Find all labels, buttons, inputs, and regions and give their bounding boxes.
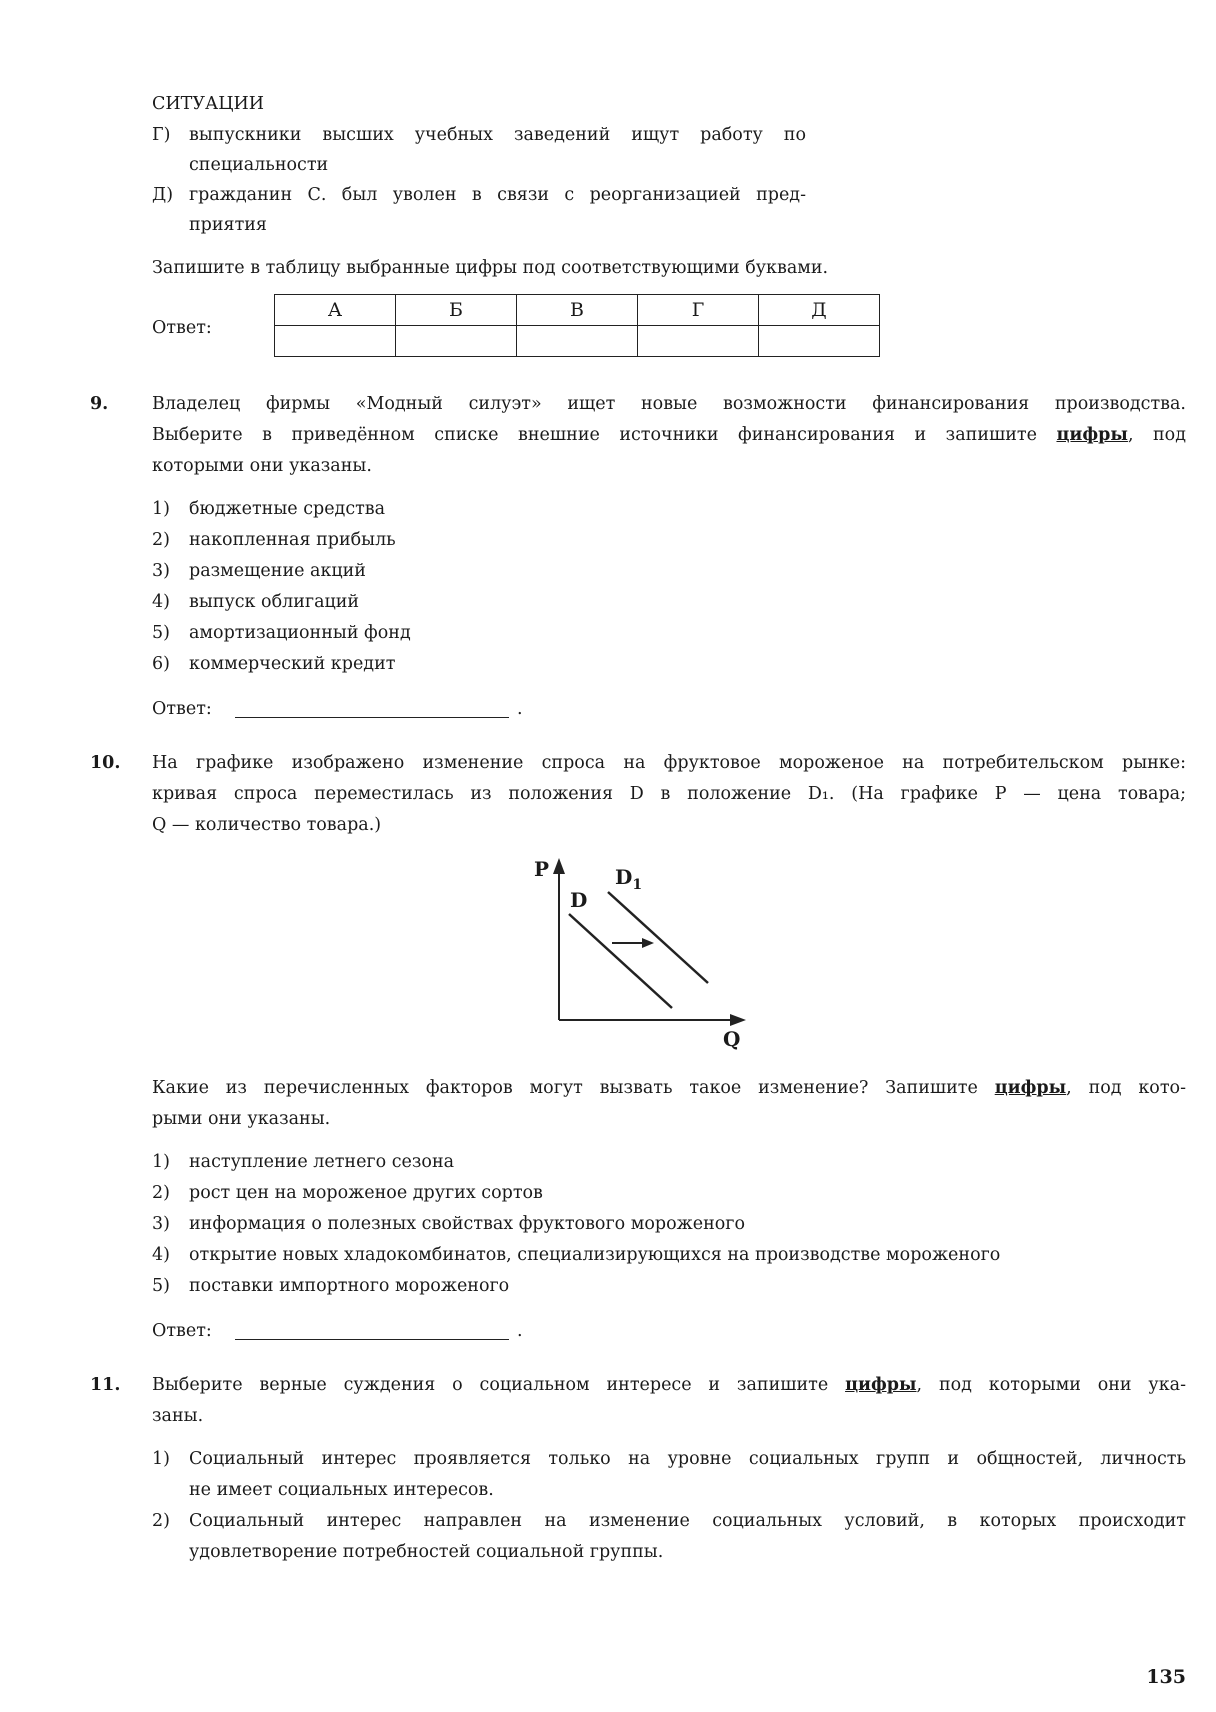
option-number: 5) xyxy=(152,623,170,643)
option-number: 1) xyxy=(152,1449,170,1469)
q11-text-post: , под которыми они ука- xyxy=(916,1375,1186,1395)
answer-cell[interactable] xyxy=(396,326,517,357)
option-text-cont: не имеет социальных интересов. xyxy=(189,1480,494,1500)
y-axis-arrow xyxy=(553,858,565,874)
option-text: рост цен на мороженое других сортов xyxy=(189,1183,543,1203)
option-text: поставки импортного мороженого xyxy=(189,1276,510,1296)
situation-g-text: выпускники высших учебных заведений ищут работу по xyxy=(189,125,806,145)
answer-table-header-row xyxy=(275,295,880,326)
q10-question-line1 xyxy=(152,1080,1186,1098)
answer-table-header: А xyxy=(275,295,396,326)
situation-g-text-cont: специальности xyxy=(189,155,329,175)
option-text: бюджетные средства xyxy=(189,499,386,519)
answer-table-header: Б xyxy=(396,295,517,326)
q9-text-line1: Владелец фирмы «Модный силуэт» ищет новые возможности финансирования производства. xyxy=(152,394,1186,414)
demand-curve-d1 xyxy=(608,892,708,983)
x-axis-label: Q xyxy=(723,1027,741,1051)
q11-text-line1 xyxy=(152,1377,1186,1395)
answer-cell[interactable] xyxy=(638,326,759,357)
question-number: 9. xyxy=(90,394,109,414)
option-text: размещение акций xyxy=(189,561,366,581)
answer-cell[interactable] xyxy=(517,326,638,357)
answer-dot: . xyxy=(517,699,523,719)
x-axis-arrow xyxy=(730,1014,746,1026)
option-text: информация о полезных свойствах фруктового мороженого xyxy=(189,1214,745,1234)
answer-label: Ответ: xyxy=(152,318,212,338)
answer-table-header: Д xyxy=(759,295,880,326)
option-text: открытие новых хладокомбинатов, специализирующихся на производстве мороженого xyxy=(189,1245,1001,1265)
demand-curve-d xyxy=(569,914,672,1008)
option-number: 2) xyxy=(152,1511,170,1531)
q9-text-post: , под xyxy=(1127,425,1186,445)
q10-question-line2: рыми они указаны. xyxy=(152,1109,331,1129)
option-number: 6) xyxy=(152,654,170,674)
situation-d-label: Д) xyxy=(152,185,174,205)
option-text: накопленная прибыль xyxy=(189,530,396,550)
q9-text-line3: которыми они указаны. xyxy=(152,456,372,476)
q10-text-line2: кривая спроса переместилась из положения D в положение D₁. (На графике P — цена товара; xyxy=(152,784,1186,804)
option-number: 3) xyxy=(152,1214,170,1234)
q11-text-pre: Выберите верные суждения о социальном интересе и запишите xyxy=(152,1375,829,1395)
answer-dot: . xyxy=(517,1321,523,1341)
option-number: 2) xyxy=(152,530,170,550)
situation-d-text-cont: приятия xyxy=(189,215,267,235)
option-text: Социальный интерес направлен на изменение социальных условий, в которых происходит xyxy=(189,1511,1186,1531)
q10-question-post: , под кото- xyxy=(1066,1078,1186,1098)
q10-text-line1: На графике изображено изменение спроса на фруктовое мороженое на потребительском рынке: xyxy=(152,753,1186,773)
answer-cell[interactable] xyxy=(759,326,880,357)
option-number: 1) xyxy=(152,499,170,519)
answer-table xyxy=(274,294,880,357)
option-number: 1) xyxy=(152,1152,170,1172)
page-number: 135 xyxy=(1146,1666,1186,1688)
answer-label: Ответ: xyxy=(152,1321,212,1341)
q11-keyword: цифры xyxy=(845,1375,917,1395)
answer-blank[interactable] xyxy=(235,717,509,718)
option-number: 3) xyxy=(152,561,170,581)
option-text-cont: удовлетворение потребностей социальной группы. xyxy=(189,1542,664,1562)
curve-d-label: D xyxy=(570,888,588,912)
option-text: Социальный интерес проявляется только на уровне социальных групп и общностей, личность xyxy=(189,1449,1186,1469)
answer-label: Ответ: xyxy=(152,699,212,719)
question-number: 11. xyxy=(90,1375,121,1395)
option-text: выпуск облигаций xyxy=(189,592,360,612)
shift-arrowhead xyxy=(642,938,654,948)
answer-cell[interactable] xyxy=(275,326,396,357)
q10-question-pre: Какие из перечисленных факторов могут вызвать такое изменение? Запишите xyxy=(152,1078,978,1098)
option-number: 5) xyxy=(152,1276,170,1296)
answer-blank[interactable] xyxy=(235,1339,509,1340)
q9-text-pre: Выберите в приведённом списке внешние источники финансирования и запишите xyxy=(152,425,1037,445)
curve-d1-label xyxy=(615,865,642,893)
q9-text-line2 xyxy=(152,427,1186,445)
answer-table-header: В xyxy=(517,295,638,326)
table-instruction: Запишите в таблицу выбранные цифры под соответствующими буквами. xyxy=(152,258,829,278)
demand-shift-graph xyxy=(520,852,760,1052)
option-text: наступление летнего сезона xyxy=(189,1152,455,1172)
option-text: амортизационный фонд xyxy=(189,623,411,643)
option-number: 4) xyxy=(152,592,170,612)
q10-keyword: цифры xyxy=(994,1078,1067,1098)
q9-keyword: цифры xyxy=(1056,425,1128,445)
q11-text-line2: заны. xyxy=(152,1406,204,1426)
question-number: 10. xyxy=(90,753,121,773)
option-number: 4) xyxy=(152,1245,170,1265)
situation-g-label: Г) xyxy=(152,125,171,145)
option-number: 2) xyxy=(152,1183,170,1203)
situations-heading: СИТУАЦИИ xyxy=(152,94,265,114)
answer-table-header: Г xyxy=(638,295,759,326)
answer-table-input-row xyxy=(275,326,880,357)
situation-d-text: гражданин С. был уволен в связи с реорганизацией пред- xyxy=(189,185,806,205)
q10-text-line3: Q — количество товара.) xyxy=(152,815,382,835)
curve-d1-letter: D xyxy=(615,865,633,889)
y-axis-label: P xyxy=(534,857,550,881)
option-text: коммерческий кредит xyxy=(189,654,396,674)
curve-d1-subscript: 1 xyxy=(632,877,643,893)
